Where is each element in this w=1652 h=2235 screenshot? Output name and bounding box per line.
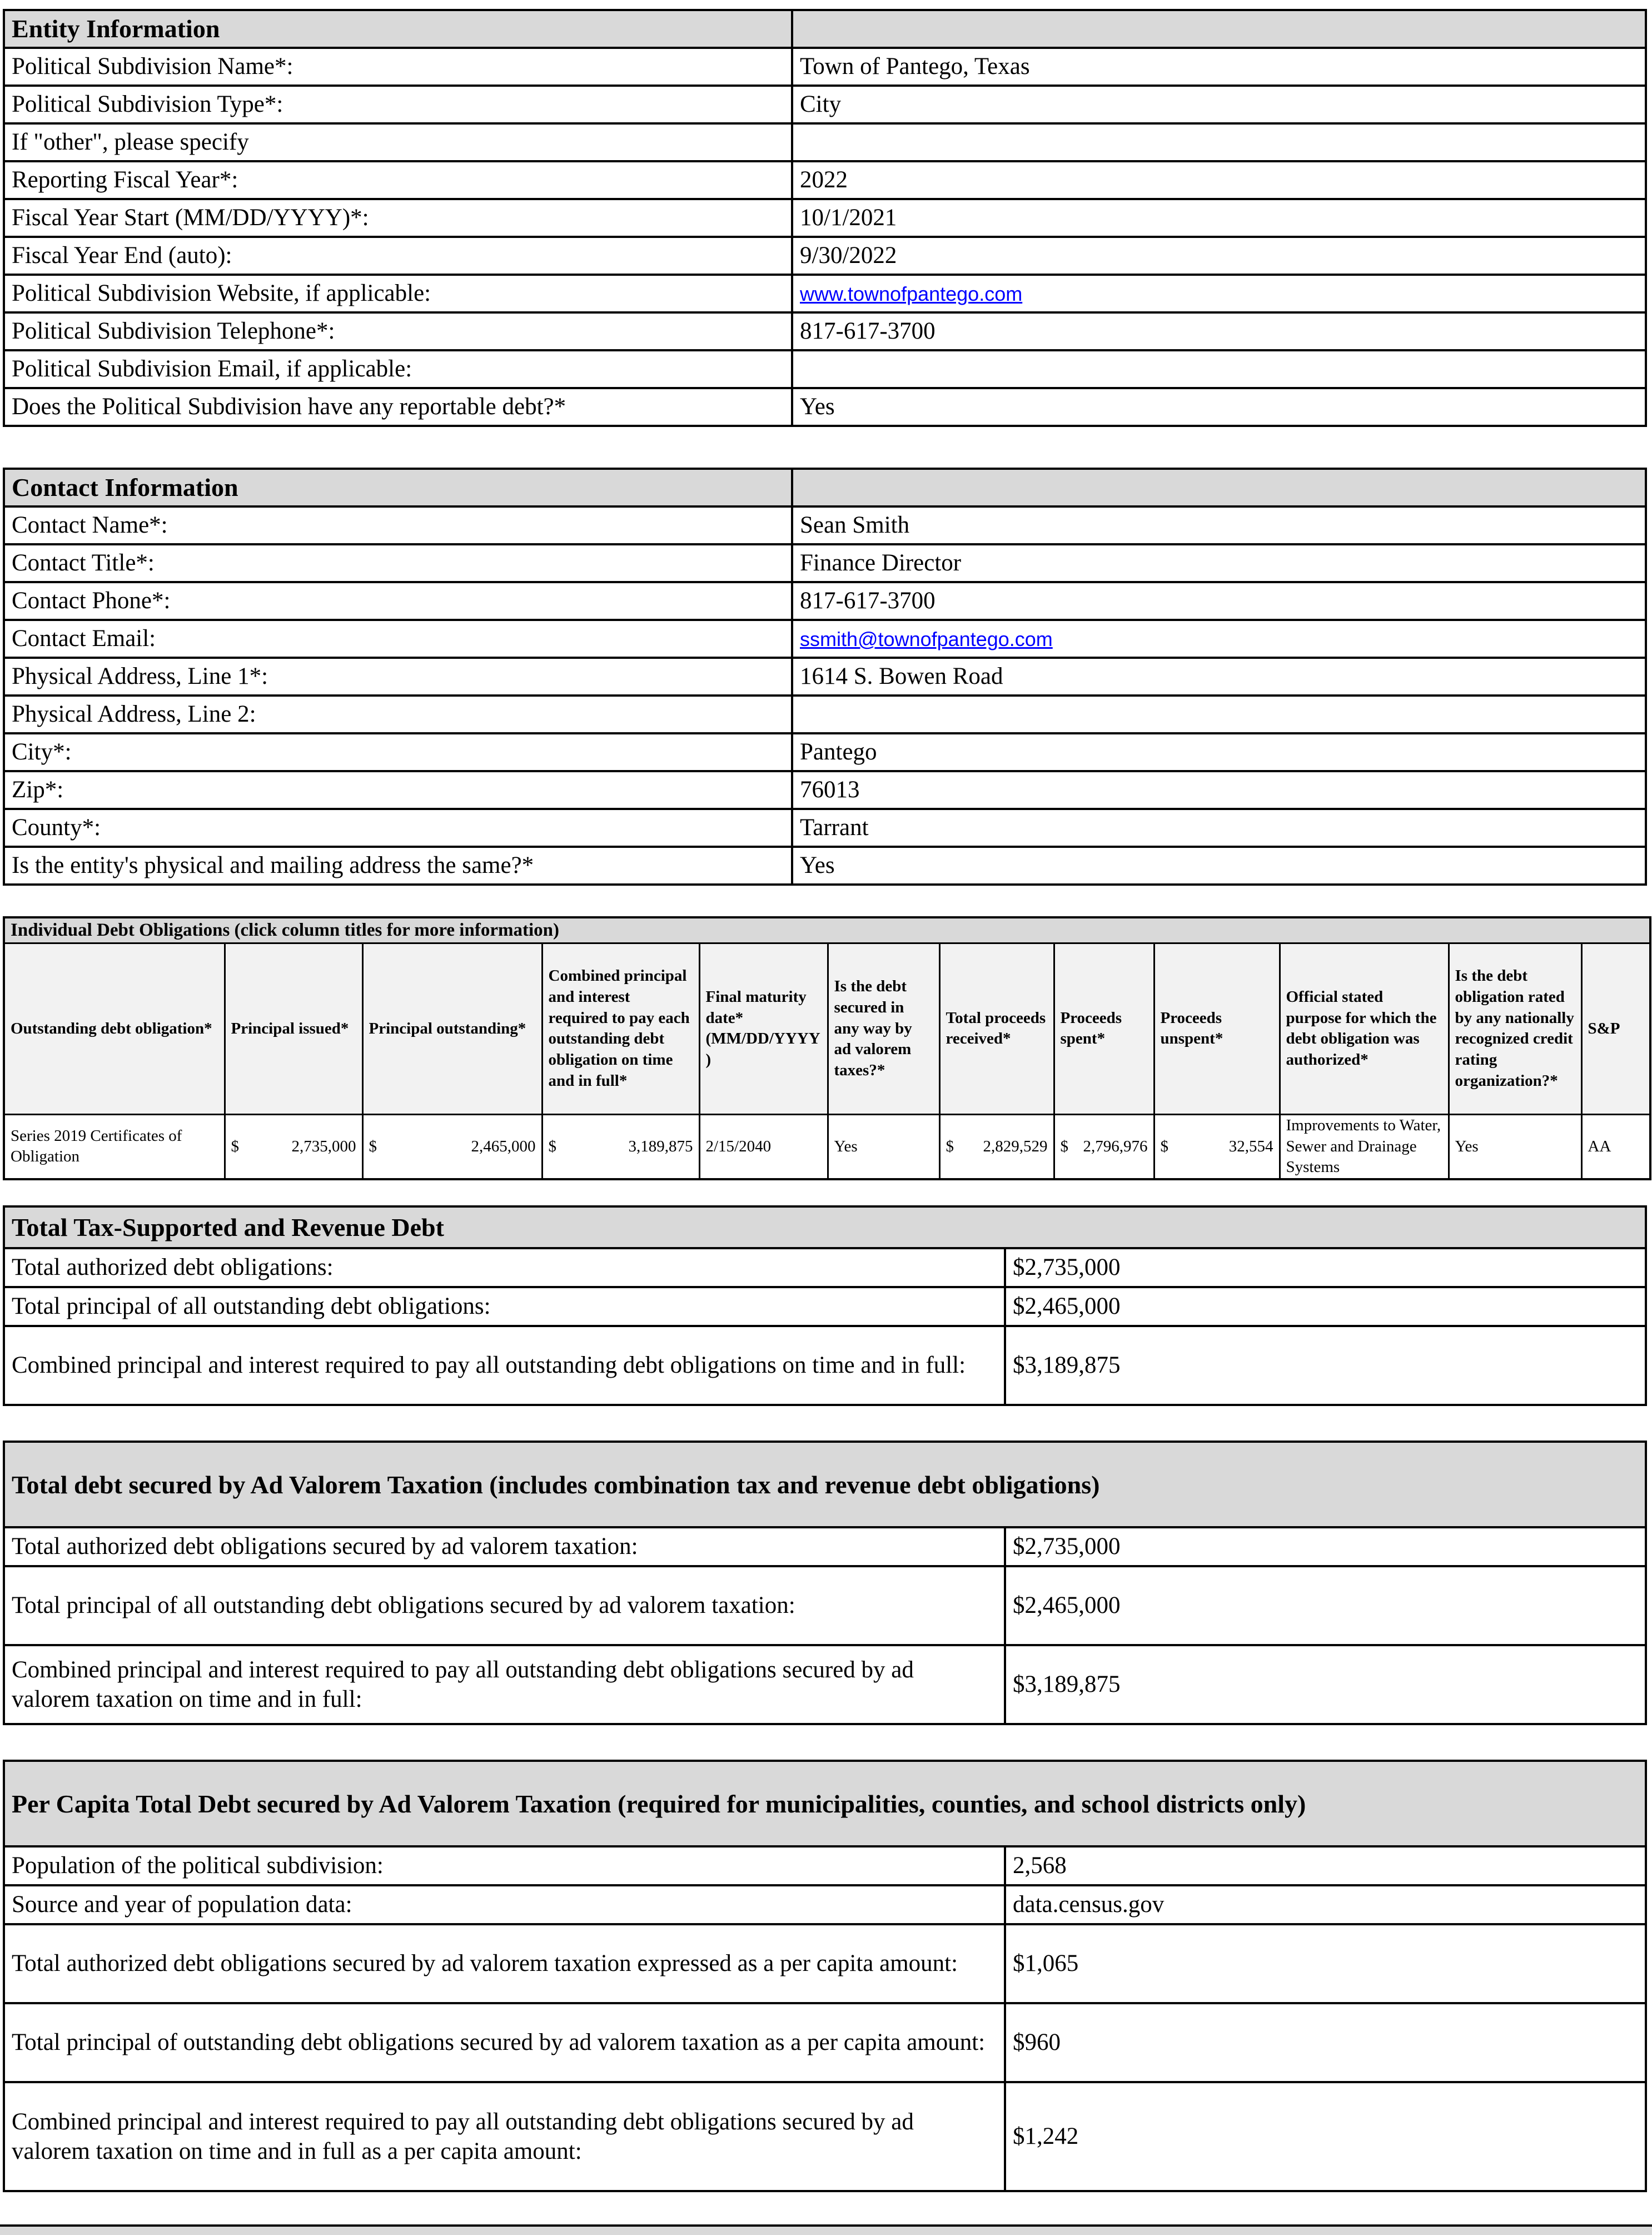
per-capita-header-row [4,1761,1646,1846]
row-value: 76013 [792,771,1646,809]
row-contact-title [4,544,1646,582]
row-value: $2,465,000 [1005,1566,1646,1645]
entity-information-table [3,9,1647,427]
per-capita-debt-table [3,1760,1647,2192]
row-value: Pantego [792,733,1646,771]
total-tax-supported-revenue-debt-table [3,1205,1647,1406]
row-value: $2,735,000 [1005,1248,1646,1287]
column-header-secured-by-ad-valorem[interactable]: Is the debt secured in any way by ad valorem taxes?* [828,943,939,1114]
proceeds-unspent-cell [1154,1114,1280,1179]
contact-information-table [3,468,1647,886]
row-value: Town of Pantego, Texas [792,48,1646,86]
row-telephone [4,312,1646,350]
amount: 2,829,529 [983,1137,1048,1155]
row-label: Total authorized debt obligations: [4,1248,1005,1287]
row-label: Political Subdivision Type*: [4,86,792,123]
section-title: Total Tax-Supported and Revenue Debt [4,1206,1646,1248]
row-contact-phone [4,582,1646,620]
row-value: Tarrant [792,809,1646,847]
row-address-line1 [4,658,1646,696]
row-value: Finance Director [792,544,1646,582]
purpose-cell: Improvements to Water, Sewer and Drainage Systems [1280,1114,1449,1179]
row-value: $3,189,875 [1005,1645,1646,1724]
column-header-principal-issued[interactable]: Principal issued* [225,943,362,1114]
row-value: 10/1/2021 [792,199,1646,237]
row-county [4,809,1646,847]
row-label: Physical Address, Line 2: [4,696,792,733]
column-header-sp-rating[interactable]: S&P [1581,943,1650,1114]
row-value: 817-617-3700 [792,312,1646,350]
row-label: Total principal of all outstanding debt obligations secured by ad valorem taxation: [4,1566,1005,1645]
amount: 32,554 [1228,1137,1273,1155]
row-email [4,350,1646,388]
column-header-proceeds-spent[interactable]: Proceeds spent* [1054,943,1154,1114]
row-label: Combined principal and interest required to pay all outstanding debt obligations on time and in full: [4,1326,1005,1405]
row-label: City*: [4,733,792,771]
email-link[interactable]: ssmith@townofpantego.com [800,628,1053,651]
row-authorized-per-capita [4,1924,1646,2003]
column-header-principal-outstanding[interactable]: Principal outstanding* [362,943,542,1114]
currency-symbol: $ [548,1137,556,1155]
row-political-subdivision-type [4,86,1646,123]
row-value: Yes [792,847,1646,885]
row-label: Combined principal and interest required to pay all outstanding debt obligations secured by ad valorem taxation on time and in full: [4,1645,1005,1724]
row-label: Political Subdivision Email, if applicable: [4,350,792,388]
row-label: Political Subdivision Name*: [4,48,792,86]
principal-outstanding-cell [362,1114,542,1179]
column-header-official-stated-purpose[interactable]: Official stated purpose for which the debt obligation was authorized* [1280,943,1449,1114]
row-value: $3,189,875 [1005,1326,1646,1405]
debt-table-header-row [4,943,1650,1114]
entity-information-header-row [4,10,1646,48]
final-maturity-date-cell: 2/15/2040 [699,1114,828,1179]
column-header-proceeds-unspent[interactable]: Proceeds unspent* [1154,943,1280,1114]
row-label: Total authorized debt obligations secured by ad valorem taxation: [4,1527,1005,1566]
row-reportable-debt [4,388,1646,426]
row-combined-pi-per-capita [4,2082,1646,2191]
debt-obligation-row [4,1114,1650,1179]
section-title: Contact Information [4,469,792,506]
debt-table-title-row [4,917,1650,943]
total-proceeds-received-cell [939,1114,1054,1179]
row-label: Contact Title*: [4,544,792,582]
row-contact-email [4,620,1646,658]
row-label: Contact Name*: [4,506,792,544]
combined-principal-interest-cell [542,1114,699,1179]
row-label: Political Subdivision Website, if applicable: [4,275,792,312]
section-title-spacer [792,469,1646,506]
row-political-subdivision-name [4,48,1646,86]
row-label: Is the entity's physical and mailing address the same?* [4,847,792,885]
row-value: City [792,86,1646,123]
section-title: Individual Debt Obligations (click column titles for more information) [4,917,1650,943]
currency-symbol: $ [1060,1137,1068,1155]
row-label: Contact Email: [4,620,792,658]
row-fiscal-year-start [4,199,1646,237]
column-header-outstanding-debt-obligation[interactable]: Outstanding debt obligation* [4,943,225,1114]
row-value: $1,065 [1005,1924,1646,2003]
sp-rating-cell: AA [1581,1114,1650,1179]
section-title: Entity Information [4,10,792,48]
column-header-total-proceeds-received[interactable]: Total proceeds received* [939,943,1054,1114]
row-principal-outstanding-ad-valorem [4,1566,1646,1645]
section-title-spacer [792,10,1646,48]
secured-by-ad-valorem-cell: Yes [828,1114,939,1179]
ad-valorem-header-row [4,1442,1646,1527]
rated-cell: Yes [1449,1114,1581,1179]
row-value: $2,465,000 [1005,1287,1646,1326]
row-address-line2 [4,696,1646,733]
principal-issued-cell [225,1114,362,1179]
row-zip [4,771,1646,809]
row-value: $1,242 [1005,2082,1646,2191]
totals-header-row [4,1206,1646,1248]
column-header-final-maturity-date[interactable]: Final maturity date* (MM/DD/YYYY ) [699,943,828,1114]
row-reporting-fiscal-year [4,161,1646,199]
row-value [792,275,1646,312]
amount: 2,796,976 [1083,1137,1148,1155]
row-combined-principal-interest [4,1326,1646,1405]
row-value: $2,735,000 [1005,1527,1646,1566]
row-value: 817-617-3700 [792,582,1646,620]
row-label: Political Subdivision Telephone*: [4,312,792,350]
row-value: 1614 S. Bowen Road [792,658,1646,696]
currency-symbol: $ [231,1137,239,1155]
column-header-rated-by-credit-org[interactable]: Is the debt obligation rated by any nationally recognized credit rating organization?* [1449,943,1581,1114]
row-label: Zip*: [4,771,792,809]
row-label: Total authorized debt obligations secured by ad valorem taxation expressed as a per capita amount: [4,1924,1005,2003]
currency-symbol: $ [1160,1137,1168,1155]
website-link[interactable]: www.townofpantego.com [800,282,1023,306]
row-value [792,350,1646,388]
section-title: Total debt secured by Ad Valorem Taxation (includes combination tax and revenue debt obligations) [4,1442,1646,1527]
row-value [792,696,1646,733]
row-label: Reporting Fiscal Year*: [4,161,792,199]
row-website [4,275,1646,312]
debt-name-cell: Series 2019 Certificates of Obligation [4,1114,225,1179]
row-total-authorized [4,1248,1646,1287]
amount: 2,735,000 [291,1137,356,1155]
row-value: Sean Smith [792,506,1646,544]
redacted-value-cell [792,123,1646,161]
row-label: Total principal of outstanding debt obligations secured by ad valorem taxation as a per capita amount: [4,2003,1005,2082]
column-header-combined-principal-interest[interactable]: Combined principal and interest required to pay each outstanding debt obligation on time and in full* [542,943,699,1114]
proceeds-spent-cell [1054,1114,1154,1179]
ad-valorem-debt-table [3,1441,1647,1725]
row-value: Yes [792,388,1646,426]
row-city [4,733,1646,771]
row-value: 2022 [792,161,1646,199]
row-label: Contact Phone*: [4,582,792,620]
row-label: If "other", please specify [4,123,792,161]
row-authorized-ad-valorem [4,1527,1646,1566]
row-label: Fiscal Year End (auto): [4,237,792,275]
row-label: Population of the political subdivision: [4,1846,1005,1885]
contact-information-header-row [4,469,1646,506]
row-label: County*: [4,809,792,847]
row-label: Physical Address, Line 1*: [4,658,792,696]
row-population-source [4,1885,1646,1924]
amount: 3,189,875 [628,1137,693,1155]
row-value: 9/30/2022 [792,237,1646,275]
row-value: data.census.gov [1005,1885,1646,1924]
row-combined-pi-ad-valorem [4,1645,1646,1724]
row-contact-name [4,506,1646,544]
row-label: Does the Political Subdivision have any reportable debt?* [4,388,792,426]
row-population [4,1846,1646,1885]
row-label: Source and year of population data: [4,1885,1005,1924]
row-value: $960 [1005,2003,1646,2082]
row-label: Combined principal and interest required to pay all outstanding debt obligations secured by ad valorem taxation on time and in full as a per capita amount: [4,2082,1005,2191]
row-if-other-specify [4,123,1646,161]
row-label: Fiscal Year Start (MM/DD/YYYY)*: [4,199,792,237]
row-value [792,620,1646,658]
row-same-address [4,847,1646,885]
row-label: Total principal of all outstanding debt obligations: [4,1287,1005,1326]
row-value: 2,568 [1005,1846,1646,1885]
row-principal-per-capita [4,2003,1646,2082]
row-fiscal-year-end [4,237,1646,275]
section-title: Per Capita Total Debt secured by Ad Valorem Taxation (required for municipalities, counties, and school districts only) [4,1761,1646,1846]
individual-debt-obligations-table [3,916,1651,1180]
amount: 2,465,000 [471,1137,536,1155]
row-total-principal-outstanding [4,1287,1646,1326]
currency-symbol: $ [369,1137,377,1155]
currency-symbol: $ [946,1137,954,1155]
